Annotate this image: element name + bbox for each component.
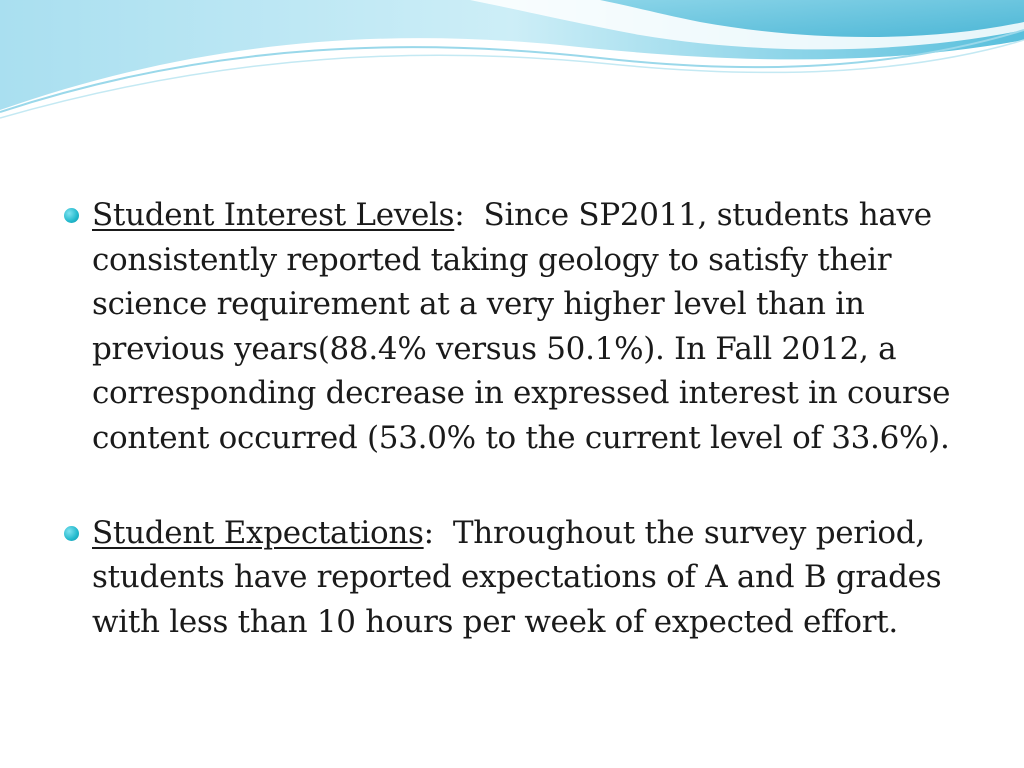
- bullet-body: Since SP2011, students have consistently reported taking geology to satisfy their science requirement at a very higher level than in previous years(88.4% versus 50.1%). In Fall 2012, a corresponding decrease in expressed interest in course content occurred (53.0% to the current level of 33.6%).: [92, 197, 951, 456]
- slide-content: [62, 193, 982, 694]
- bullet-heading: Student Expectations: [92, 514, 424, 551]
- bullet-body: Throughout the survey period, students have reported expectations of A and B grades with less than 10 hours per week of expected effort.: [92, 514, 942, 640]
- bullet-icon: [64, 526, 79, 541]
- bullet-heading: Student Interest Levels: [92, 197, 455, 233]
- bullet-separator: :: [423, 514, 453, 551]
- header-wave-decoration: [0, 0, 1024, 130]
- bullet-icon: [64, 208, 79, 223]
- bullet-separator: :: [454, 197, 484, 233]
- bullet-student-interest-levels: [62, 193, 982, 461]
- bullet-student-expectations: [62, 511, 982, 645]
